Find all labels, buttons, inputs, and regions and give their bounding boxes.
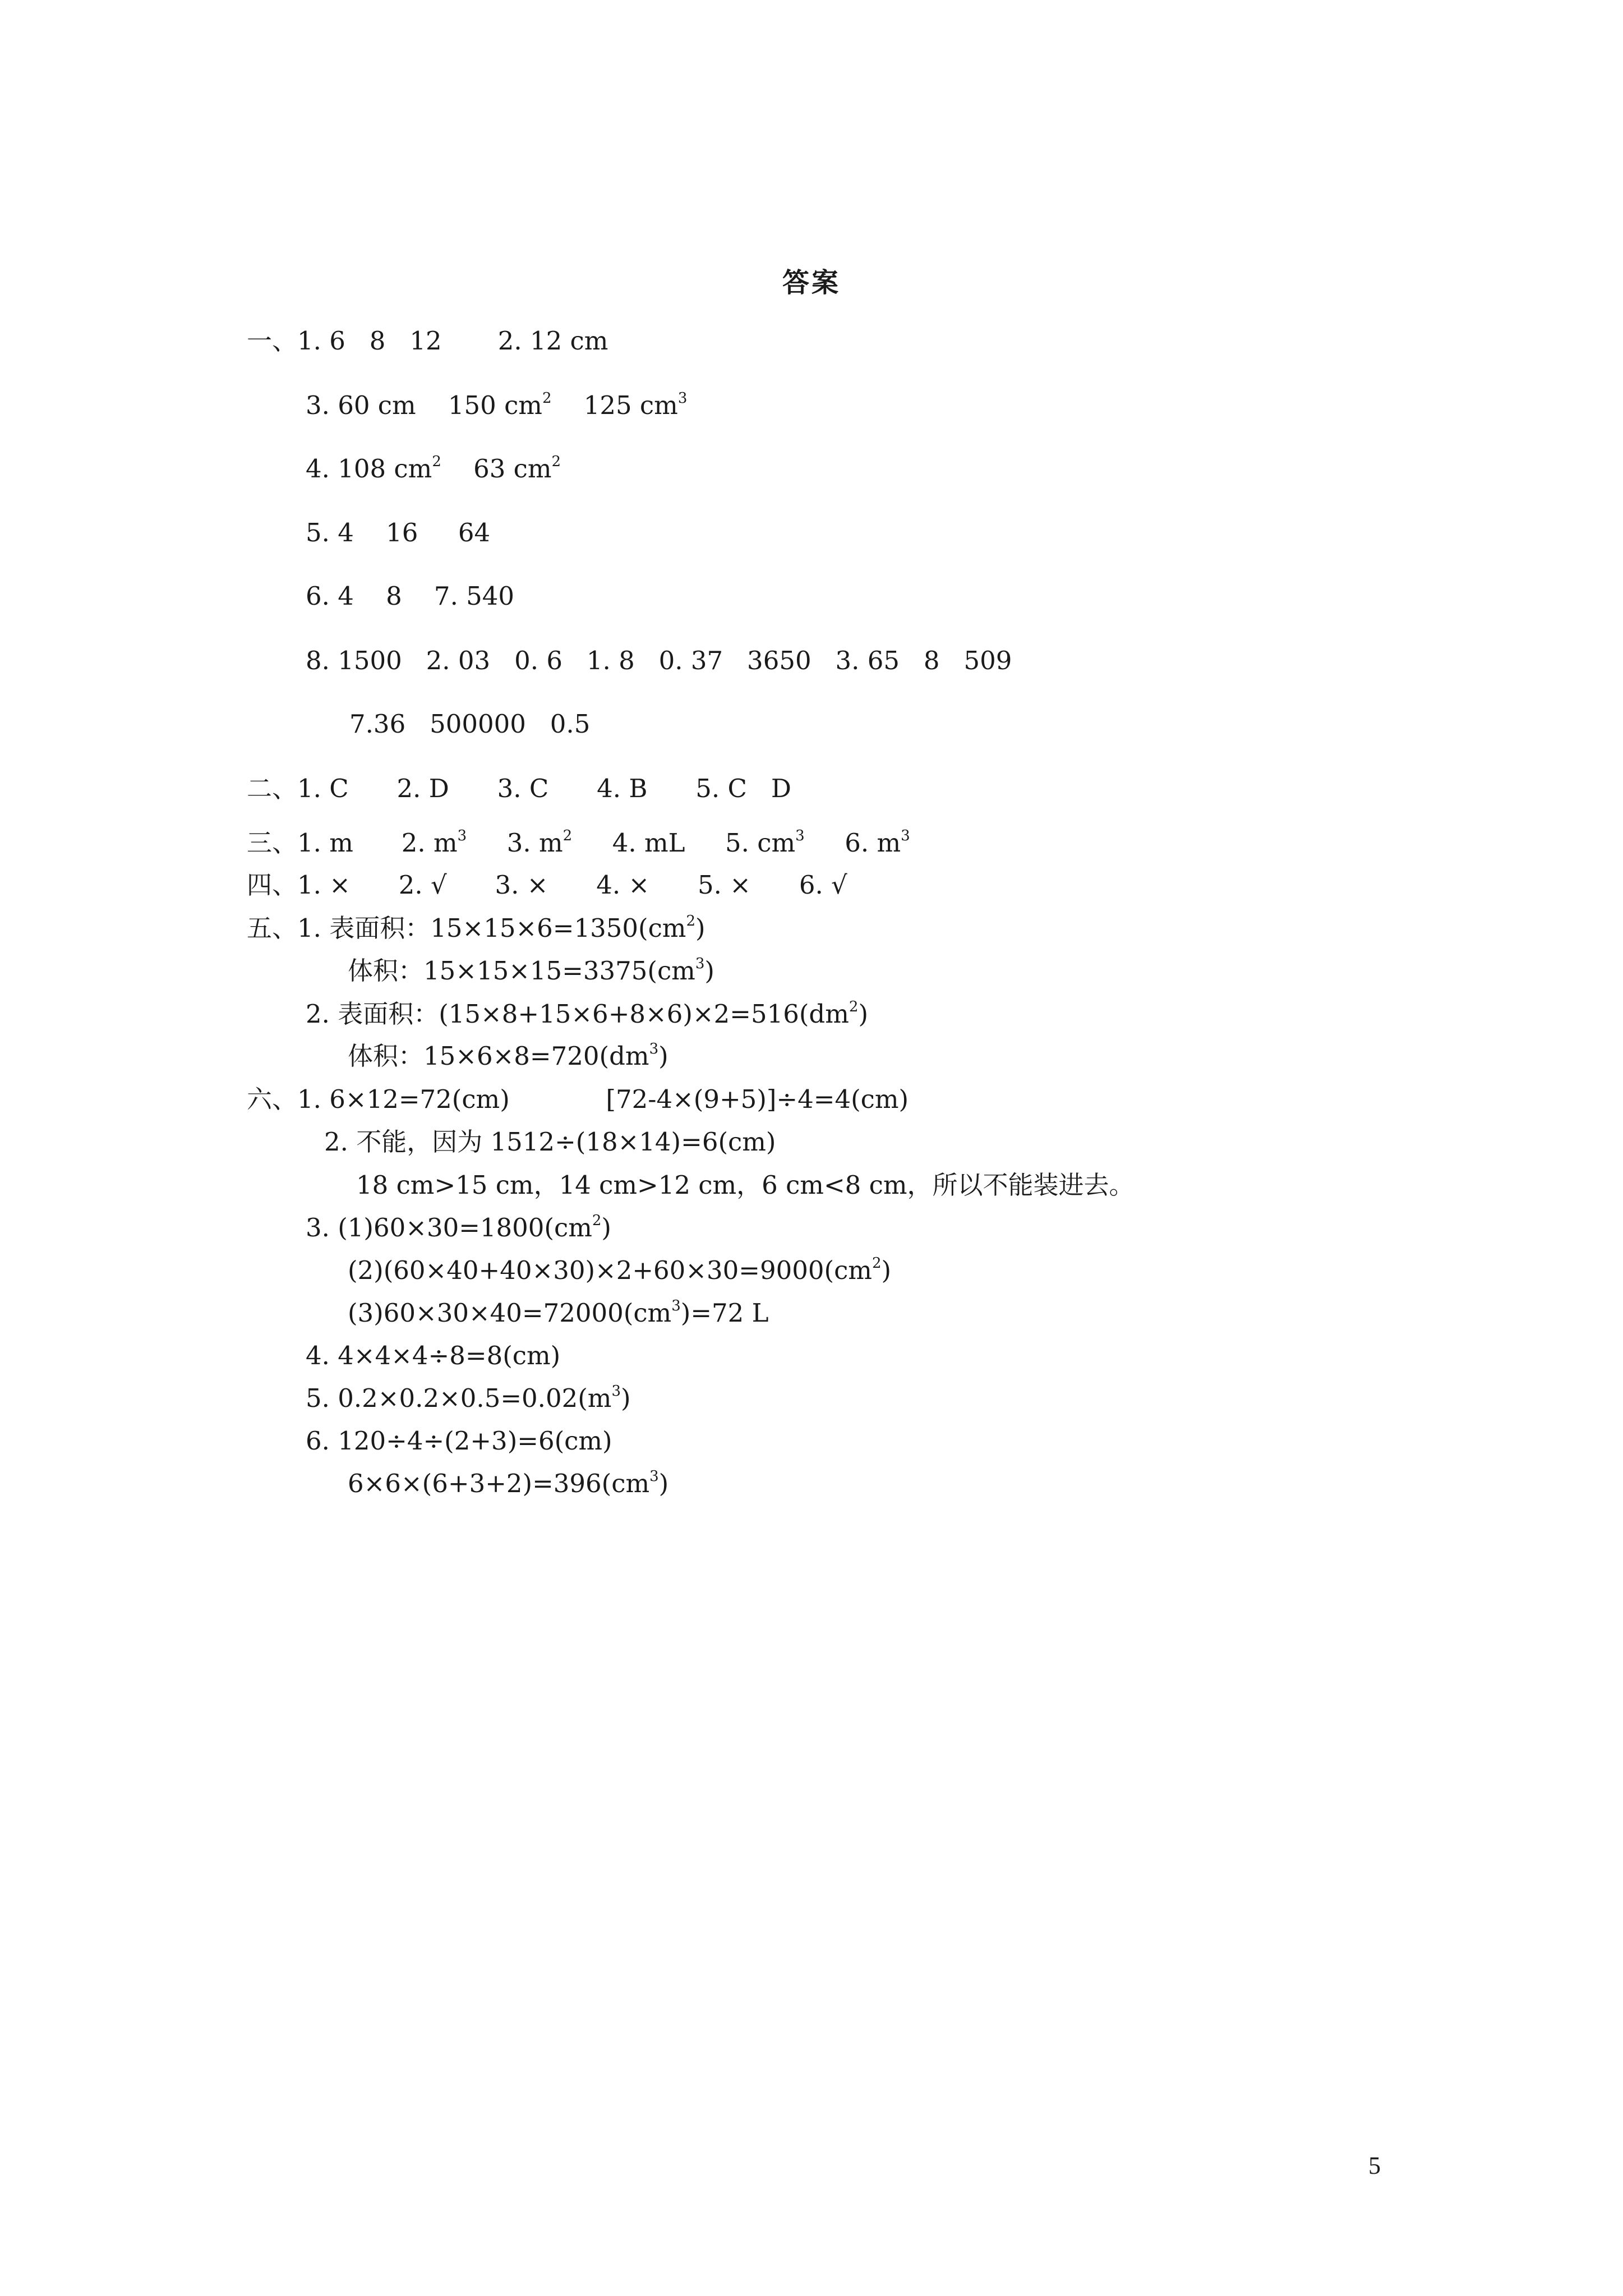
answer-line: 体积：$15\times 6\times 8=720(dm^3)$ — [348, 1041, 668, 1071]
page-number: 5 — [1368, 2152, 1381, 2179]
answer-line: 6. 4 8 7. 540 — [306, 581, 515, 611]
answer-line: 2. 表面积：$(15\times 8+15\times 6+8\times 6)\times 2=516(dm^2)$ — [306, 999, 868, 1029]
answer-line: $(3)60\times 30\times 40=72000(cm^3)=72$ L — [348, 1297, 769, 1328]
answer-line: 体积：$15\times 15\times 15=3375(cm^3)$ — [348, 955, 714, 986]
answer-line: 18 cm>15 cm，14 cm>12 cm，6 cm<8 cm，所以不能装进去。 — [356, 1170, 1135, 1200]
answer-line: 7.36 500000 0.5 — [349, 709, 591, 739]
answer-line: 六、1. 6×12=72(cm) [72-4×(9+5)]÷4=4(cm) — [247, 1084, 909, 1114]
answer-line: 3. $(1)60\times 30=1800(cm^2)$ — [306, 1212, 611, 1243]
answer-line: 一、1. 6 8 12 2. 12 cm — [247, 326, 608, 356]
answer-line: 3. 60 cm 150 $cm^2$ 125 $cm^3$ — [306, 390, 688, 420]
answer-line: $(2)(60\times 40+40\times 30)\times 2+60\times 30=9000(cm^2)$ — [348, 1255, 892, 1285]
answer-line: 二、1. C 2. D 3. C 4. B 5. C D — [247, 774, 791, 803]
answer-line: 5. $0.2\times 0.2\times 0.5=0.02(m^3)$ — [306, 1383, 631, 1413]
answer-line: 6. 120÷4÷(2+3)=6(cm) — [306, 1426, 612, 1456]
answer-line: 五、1. 表面积：$15\times 15\times 6=1350(cm^2)$ — [247, 913, 706, 943]
answer-line: 四、1. × 2. √ 3. × 4. × 5. × 6. √ — [247, 870, 847, 900]
answer-line: $6\times 6\times(6+3+2)=396(cm^3)$ — [348, 1468, 669, 1498]
answer-line: 三、1. m 2. $m^3$ 3. $m^2$ 4. mL 5. $cm^3$ 6. $m^3$ — [247, 827, 910, 858]
answer-line: 2. 不能，因为 1512÷(18×14)=6(cm) — [324, 1127, 776, 1157]
page-title: 答案 — [782, 267, 841, 298]
answer-line: 4. 108 $cm^2$ 63 $cm^2$ — [306, 453, 561, 484]
answer-line: 5. 4 16 64 — [306, 518, 491, 547]
answer-line: 8. 1500 2. 03 0. 6 1. 8 0. 37 3650 3. 65 8 509 — [306, 646, 1012, 675]
answer-line: 4. 4×4×4÷8=8(cm) — [306, 1341, 561, 1370]
